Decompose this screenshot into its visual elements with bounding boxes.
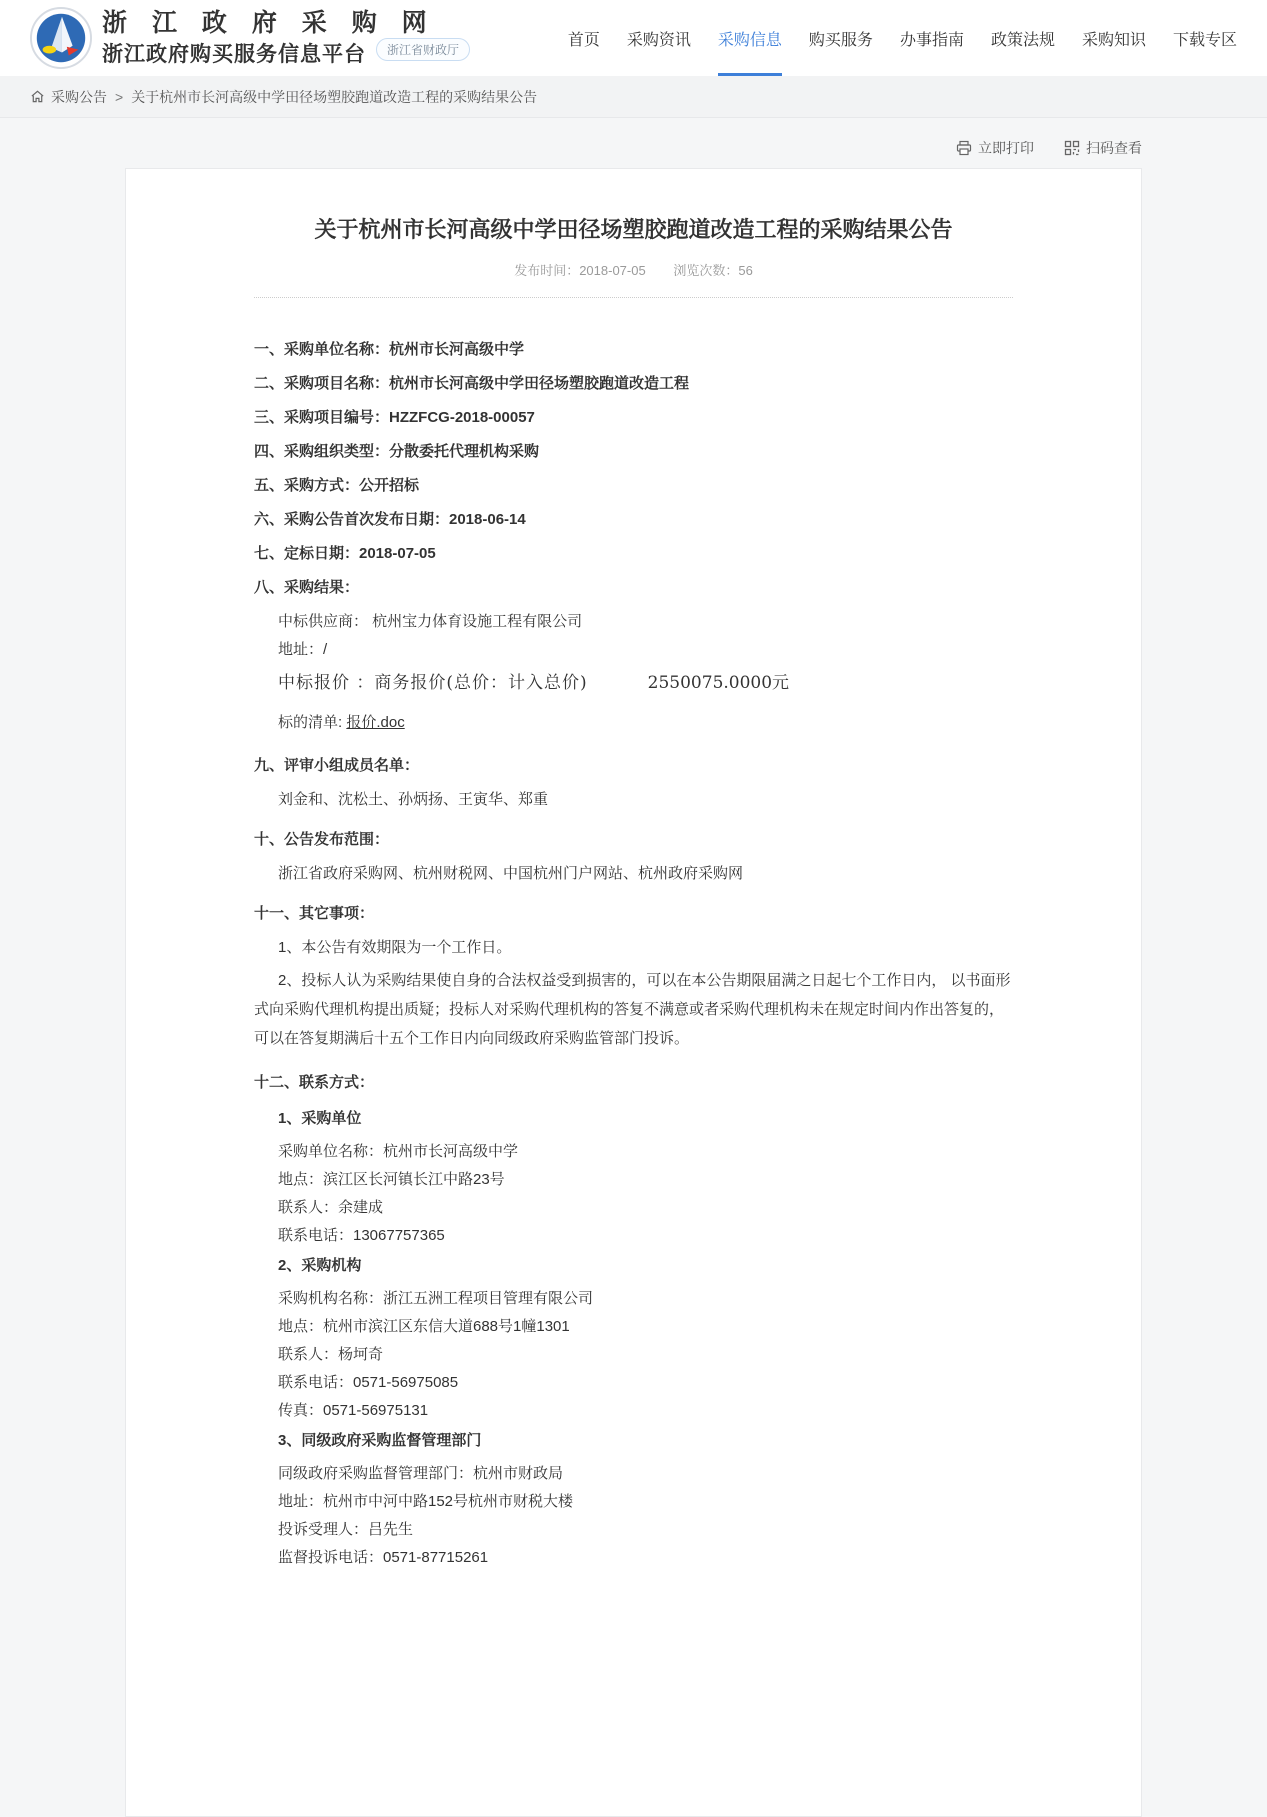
nav-item-procurement-knowledge[interactable]: 采购知识 — [1081, 31, 1146, 49]
quote-doc-link[interactable]: 报价.doc — [346, 713, 405, 731]
site-subtitle-row — [102, 38, 470, 68]
main-nav — [568, 0, 1237, 76]
nav-item-service-guide[interactable]: 办事指南 — [899, 31, 964, 49]
qr-code-icon — [1064, 140, 1080, 156]
nav-item-policies[interactable]: 政策法规 — [990, 31, 1055, 49]
breadcrumb-separator: > — [115, 88, 124, 105]
breadcrumb-current: 关于杭州市长河高级中学田径场塑胶跑道改造工程的采购结果公告 — [131, 88, 538, 105]
section-project-name: 二、采购项目名称：杭州市长河高级中学田径场塑胶跑道改造工程 — [254, 374, 690, 392]
site-title: 浙 江 政 府 采 购 网 — [102, 9, 436, 37]
other-item-2: 2、投标人认为采购结果使自身的合法权益受到损害的，可以在本公告期限届满之日起七个工作日内， 以书面形式向采购代理机构提出质疑；投标人对采购代理机构的答复不满意或者采购代理机构未在规定时间内作出答复的， 可以在答复期满后十五个工作日内向同级政府采购监管部门投诉。 — [254, 971, 1011, 1047]
view-count-value: 56 — [738, 262, 753, 278]
result-doc-line — [254, 711, 1013, 732]
brand — [30, 7, 470, 69]
publish-time — [514, 263, 646, 278]
section-publish-scope-heading: 十、公告发布范围： — [254, 830, 390, 848]
contact-agency-person: 联系人：杨坷奇 — [278, 1345, 384, 1363]
contact-agency-phone: 联系电话：0571-56975085 — [278, 1373, 459, 1391]
article-meta — [254, 260, 1013, 279]
breadcrumb — [0, 76, 1267, 118]
nav-item-downloads[interactable]: 下载专区 — [1172, 31, 1237, 49]
quote-label: 中标报价 ： — [278, 672, 375, 693]
printer-icon — [956, 140, 972, 156]
quote-amount: 2550075.0000元 — [647, 672, 790, 693]
contact-purchaser-location: 地点：滨江区长河镇长江中路23号 — [278, 1170, 505, 1188]
result-supplier: 中标供应商： 杭州宝力体育设施工程有限公司 — [278, 612, 583, 630]
contact-purchaser-phone: 联系电话：13067757365 — [278, 1226, 445, 1244]
nav-item-procurement-info[interactable]: 采购信息 — [718, 0, 782, 76]
contact-purchaser-name: 采购单位名称：杭州市长河高级中学 — [278, 1142, 519, 1160]
section-result-heading: 八、采购结果： — [254, 578, 360, 596]
contact-agency-name: 采购机构名称：浙江五洲工程项目管理有限公司 — [278, 1289, 594, 1307]
section-award-date: 七、定标日期：2018-07-05 — [254, 544, 436, 562]
contact-regulator-name: 同级政府采购监督管理部门：杭州市财政局 — [278, 1464, 564, 1482]
contact-regulator-address: 地址：杭州市中河中路152号杭州市财税大楼 — [278, 1492, 574, 1510]
main-area — [125, 118, 1142, 1817]
view-count-label: 浏览次数： — [673, 262, 739, 278]
article-body — [254, 340, 1013, 1568]
other-item-1: 1、本公告有效期限为一个工作日。 — [278, 938, 512, 956]
section-purchaser-name: 一、采购单位名称：杭州市长河高级中学 — [254, 340, 525, 358]
section-other-heading: 十一、其它事项： — [254, 904, 375, 922]
print-button-label: 立即打印 — [978, 140, 1034, 156]
nav-item-buy-services[interactable]: 购买服务 — [808, 31, 873, 49]
finance-dept-badge: 浙江省财政厅 — [376, 38, 470, 61]
nav-item-home[interactable]: 首页 — [567, 31, 600, 49]
home-icon — [30, 89, 45, 104]
section-review-panel-heading: 九、评审小组成员名单： — [254, 756, 420, 774]
article-title: 关于杭州市长河高级中学田径场塑胶跑道改造工程的采购结果公告 — [314, 217, 953, 242]
section-project-number: 三、采购项目编号：HZZFCG-2018-00057 — [254, 408, 535, 426]
contact-purchaser-heading: 1、采购单位 — [278, 1109, 362, 1127]
site-title-block — [102, 8, 470, 68]
print-button[interactable] — [956, 138, 1034, 158]
contact-regulator-phone: 监督投诉电话：0571-87715261 — [278, 1548, 489, 1566]
contact-regulator-heading: 3、同级政府采购监督管理部门 — [278, 1431, 482, 1449]
contact-agency-heading: 2、采购机构 — [278, 1256, 362, 1274]
doc-line-label: 标的清单: — [278, 713, 347, 731]
title-divider — [254, 297, 1013, 298]
qr-view-button[interactable] — [1064, 138, 1142, 158]
section-contact-heading: 十二、联系方式： — [254, 1073, 375, 1091]
section-first-publish-date: 六、采购公告首次发布日期：2018-06-14 — [254, 510, 526, 528]
announcement-card — [125, 168, 1142, 1817]
publish-scope: 浙江省政府采购网、杭州财税网、中国杭州门户网站、杭州政府采购网 — [278, 864, 744, 882]
publish-time-label: 发布时间： — [514, 262, 580, 278]
breadcrumb-section-link[interactable] — [30, 87, 107, 107]
result-address: 地址：/ — [278, 640, 328, 658]
qr-view-button-label: 扫码查看 — [1086, 140, 1142, 156]
contact-agency-location: 地点：杭州市滨江区东信大道688号1幢1301 — [278, 1317, 570, 1335]
site-header — [0, 0, 1267, 76]
publish-time-value: 2018-07-05 — [579, 262, 646, 278]
view-count — [673, 263, 752, 278]
article-toolbar — [125, 138, 1142, 158]
site-subtitle: 浙江政府购买服务信息平台 — [102, 43, 366, 66]
result-quote-line — [254, 668, 1013, 693]
contact-agency-fax: 传真：0571-56975131 — [278, 1401, 429, 1419]
section-org-type: 四、采购组织类型：分散委托代理机构采购 — [254, 442, 540, 460]
section-method: 五、采购方式：公开招标 — [254, 476, 420, 494]
breadcrumb-section-label: 采购公告 — [51, 88, 107, 105]
contact-purchaser-person: 联系人：余建成 — [278, 1198, 384, 1216]
review-panel-names: 刘金和、沈松土、孙炳扬、王寅华、郑重 — [278, 790, 549, 808]
contact-regulator-person: 投诉受理人：吕先生 — [278, 1520, 414, 1538]
site-logo-icon — [30, 7, 92, 69]
nav-item-procurement-news[interactable]: 采购资讯 — [626, 31, 691, 49]
quote-desc: 商务报价(总价：计入总价) — [374, 672, 588, 693]
